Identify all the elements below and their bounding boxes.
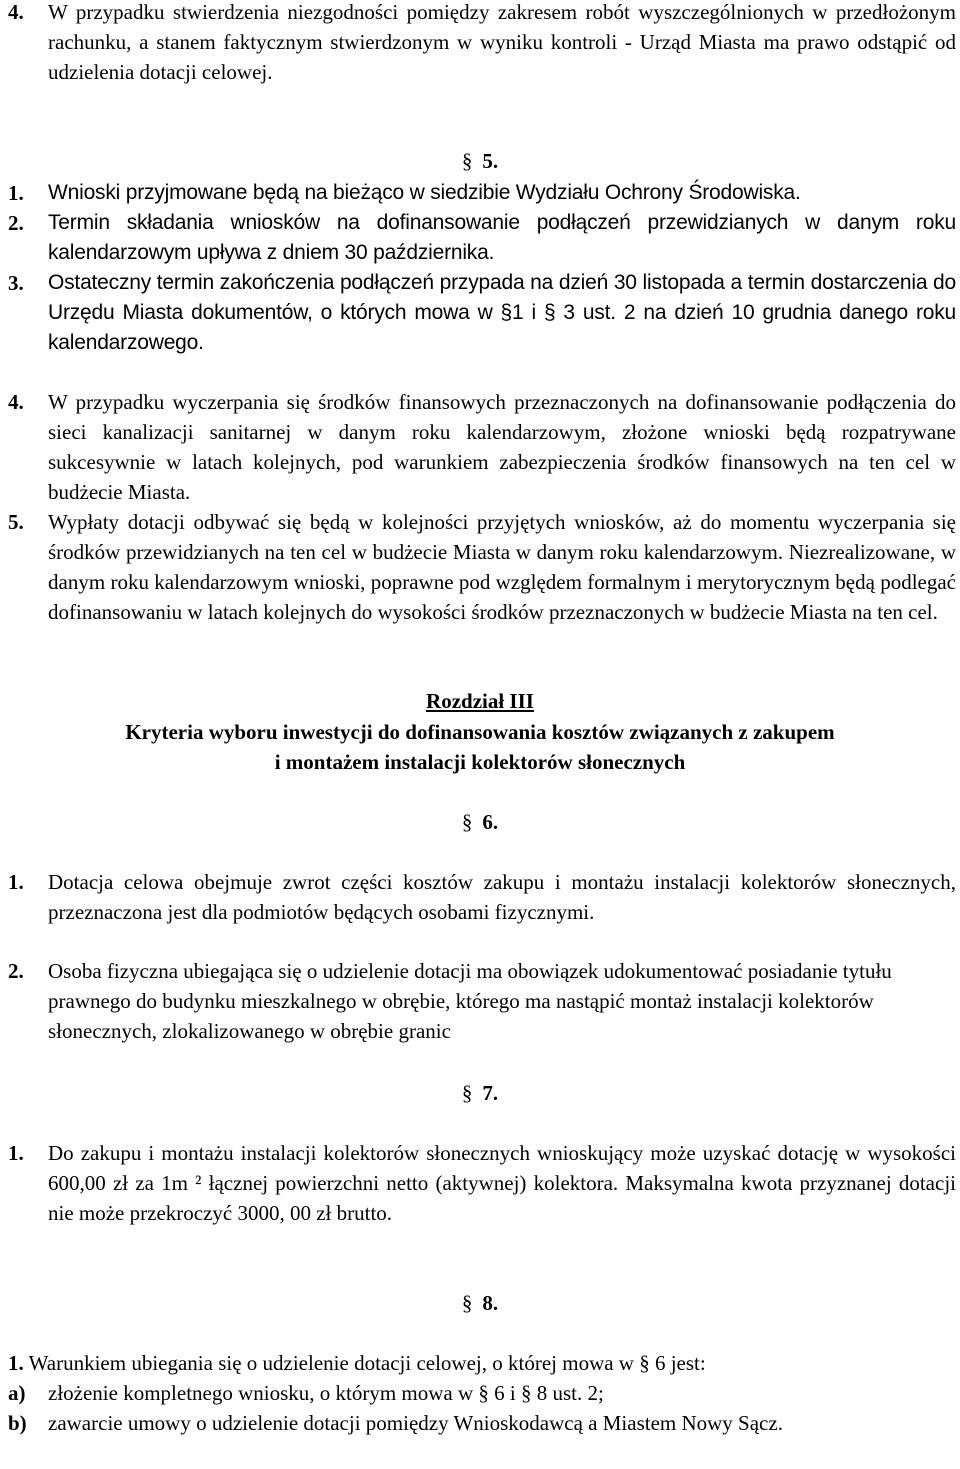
item-number: 1. [8,1351,24,1375]
section-symbol: § [461,1291,473,1315]
paragraph-item [8,178,956,208]
section-symbol: § [461,149,473,173]
section-number: 8. [482,1291,499,1315]
item-number: 4. [8,0,24,24]
sub-item [8,1378,956,1408]
section-number: 5. [482,149,499,173]
item-text: W przypadku stwierdzenia niezgodności pomiędzy zakresem robót wyszczególnionych w przedłożonym rachunku, a stanem faktycznym stwierdzonym w wyniku kontroli - Urząd Miasta ma prawo odstąpić od udzielenia dotacji celowej. [48,0,956,84]
item-number: 2. [8,211,24,235]
chapter-title-line2: i montażem instalacji kolektorów słonecznych [274,750,686,774]
paragraph-item [8,1138,956,1228]
section-symbol: § [461,1081,473,1105]
chapter-title-line1: Kryteria wyboru inwestycji do dofinansowania kosztów związanych z zakupem [125,720,835,744]
item-number: 1. [8,870,24,894]
paragraph-item [8,507,956,627]
section-number: 6. [482,810,499,834]
paragraph-item [8,0,956,87]
item-number: 5. [8,510,24,534]
item-text: Do zakupu i montażu instalacji kolektorów słonecznych wnioskujący może uzyskać dotację w wysokości 600,00 zł za 1m ² łącznej powierzchni netto (aktywnej) kolektora. Maksymalna kwota przyznanej dotacji nie może przekroczyć 3000, 00 zł brutto. [48,1141,956,1225]
item-text: Ostateczny termin zakończenia podłączeń przypada na dzień 30 listopada a termin dostarczenia do Urzędu Miasta dokumentów, o których mowa w §1 i § 3 ust. 2 na dzień 10 grudnia danego roku kalendarzowego. [48,271,956,354]
paragraph-item [8,1348,956,1378]
item-number: 2. [8,959,24,983]
section-heading-6 [0,807,960,837]
section-heading-5 [0,146,960,176]
sub-item-text: zawarcie umowy o udzielenie dotacji pomiędzy Wnioskodawcą a Miastem Nowy Sącz. [48,1411,783,1435]
item-text: Termin składania wniosków na dofinansowanie podłączeń przewidzianych w danym roku kalendarzowym upływa z dniem 30 października. [48,211,956,264]
paragraph-item [8,387,956,507]
section-heading-8 [0,1288,960,1318]
item-text: Warunkiem ubiegania się o udzielenie dotacji celowej, o której mowa w § 6 jest: [28,1351,706,1375]
paragraph-item [8,208,956,268]
paragraph-item [8,956,956,1046]
paragraph-item [8,867,956,927]
chapter-label-text: Rozdział III [426,689,534,713]
sub-item [8,1408,956,1438]
chapter-label [0,686,960,716]
section-number: 7. [482,1081,499,1105]
item-text: W przypadku wyczerpania się środków finansowych przeznaczonych na dofinansowanie podłączenia do sieci kanalizacji sanitarnej w danym roku kalendarzowym, złożone wnioski będą rozpatrywane sukcesywnie w latach kolejnych, pod warunkiem zabezpieczenia środków finansowych na ten cel w budżecie Miasta. [48,390,956,504]
section-heading-7 [0,1078,960,1108]
item-number: 1. [8,1141,24,1165]
sub-item-letter: b) [8,1411,27,1435]
section-symbol: § [461,810,473,834]
item-number: 3. [8,271,24,295]
item-number: 1. [8,181,24,205]
item-text: Dotacja celowa obejmuje zwrot części kosztów zakupu i montażu instalacji kolektorów słonecznych, przeznaczona jest dla podmiotów będących osobami fizycznymi. [48,870,956,924]
sub-item-letter: a) [8,1381,26,1405]
sub-item-text: złożenie kompletnego wniosku, o którym mowa w § 6 i § 8 ust. 2; [48,1381,604,1405]
paragraph-item [8,268,956,358]
item-text: Osoba fizyczna ubiegająca się o udzielenie dotacji ma obowiązek udokumentować posiadanie tytułu prawnego do budynku mieszkalnego w obrębie, którego ma nastąpić montaż instalacji kolektorów słonecznych, zlokalizowanego w obrębie granic [48,959,892,1043]
item-number: 4. [8,390,24,414]
item-text: Wnioski przyjmowane będą na bieżąco w siedzibie Wydziału Ochrony Środowiska. [48,181,801,204]
item-text: Wypłaty dotacji odbywać się będą w kolejności przyjętych wniosków, aż do momentu wyczerpania się środków przewidzianych na ten cel w budżecie Miasta w danym roku kalendarzowym. Niezrealizowane, w danym roku kalendarzowym wnioski, poprawne pod względem formalnym i merytorycznym będą podlegać dofinansowaniu w latach kolejnych do wysokości środków przeznaczonych w budżecie Miasta na ten cel. [48,510,956,624]
